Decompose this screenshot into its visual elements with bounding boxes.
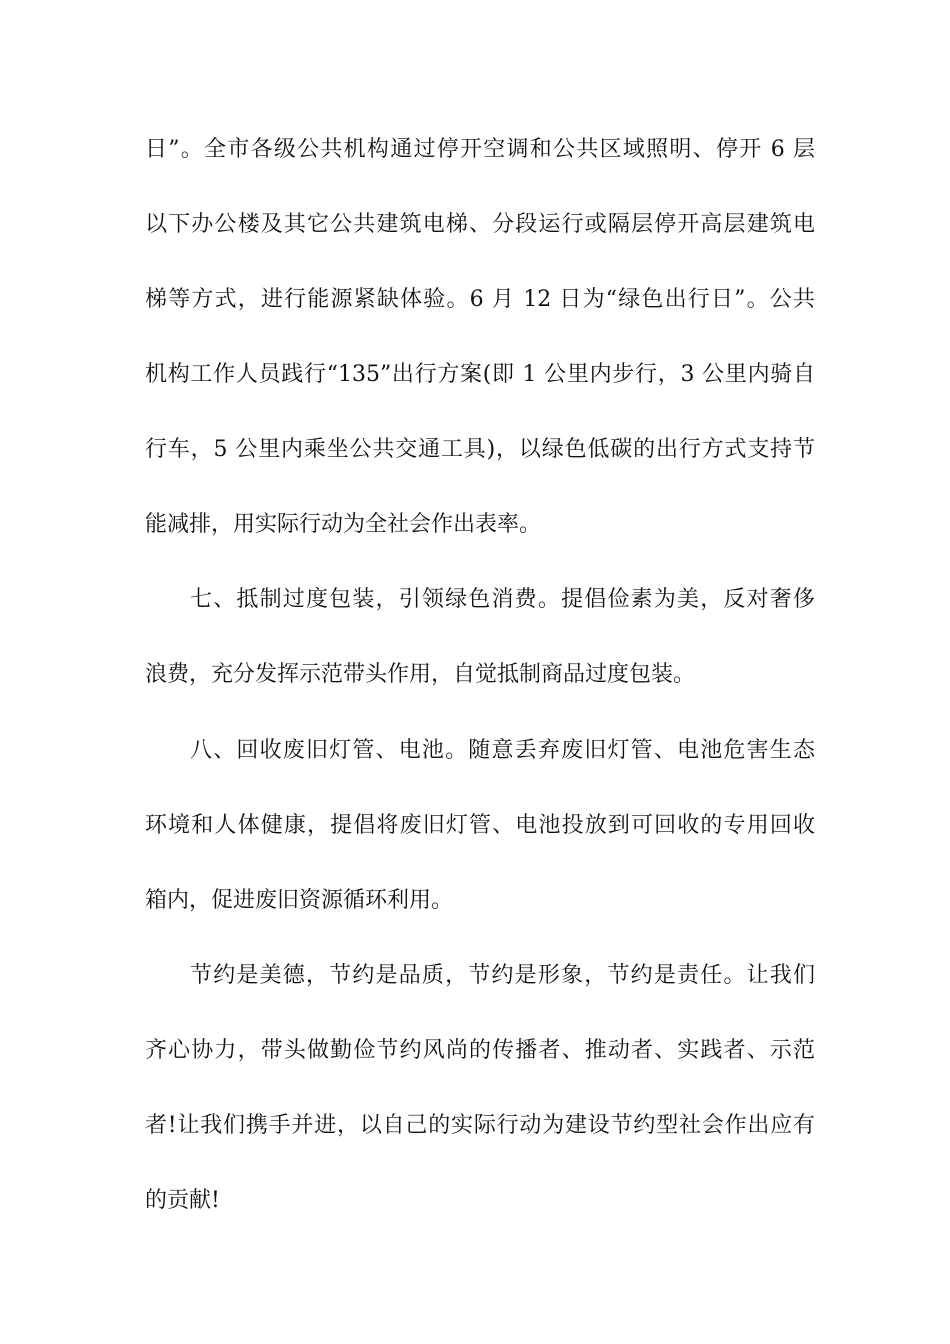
paragraph-1-line-4: 机构工作人员践行“135”出行方案(即 1 公里内步行，3 公里内骑自 [145, 362, 815, 387]
paragraph-4-line-1: 节约是美德，节约是品质，节约是形象，节约是责任。让我们 [190, 963, 815, 988]
paragraph-3-line-2: 环境和人体健康，提倡将废旧灯管、电池投放到可回收的专用回收 [145, 813, 815, 838]
paragraph-1-line-1: 日”。全市各级公共机构通过停开空调和公共区域照明、停开 6 层 [145, 137, 815, 162]
paragraph-4-line-4: 的贡献! [145, 1188, 220, 1213]
paragraph-3-line-1: 八、回收废旧灯管、电池。随意丢弃废旧灯管、电池危害生态 [190, 738, 815, 763]
paragraph-2-line-2: 浪费，充分发挥示范带头作用，自觉抵制商品过度包装。 [145, 662, 696, 687]
paragraph-1-line-5: 行车，5 公里内乘坐公共交通工具)，以绿色低碳的出行方式支持节 [145, 437, 815, 462]
paragraph-4-line-2: 齐心协力，带头做勤俭节约风尚的传播者、推动者、实践者、示范 [145, 1038, 815, 1063]
paragraph-1-line-2: 以下办公楼及其它公共建筑电梯、分段运行或隔层停开高层建筑电 [145, 212, 815, 237]
paragraph-1-line-6: 能减排，用实际行动为全社会作出表率。 [145, 512, 542, 537]
paragraph-1-line-3: 梯等方式，进行能源紧缺体验。6 月 12 日为“绿色出行日”。公共 [145, 287, 815, 312]
paragraph-4-line-3: 者!让我们携手并进，以自己的实际行动为建设节约型社会作出应有 [145, 1113, 815, 1138]
paragraph-2-line-1: 七、抵制过度包装，引领绿色消费。提倡俭素为美，反对奢侈 [190, 587, 815, 612]
paragraph-3-line-3: 箱内，促进废旧资源循环利用。 [145, 888, 454, 913]
